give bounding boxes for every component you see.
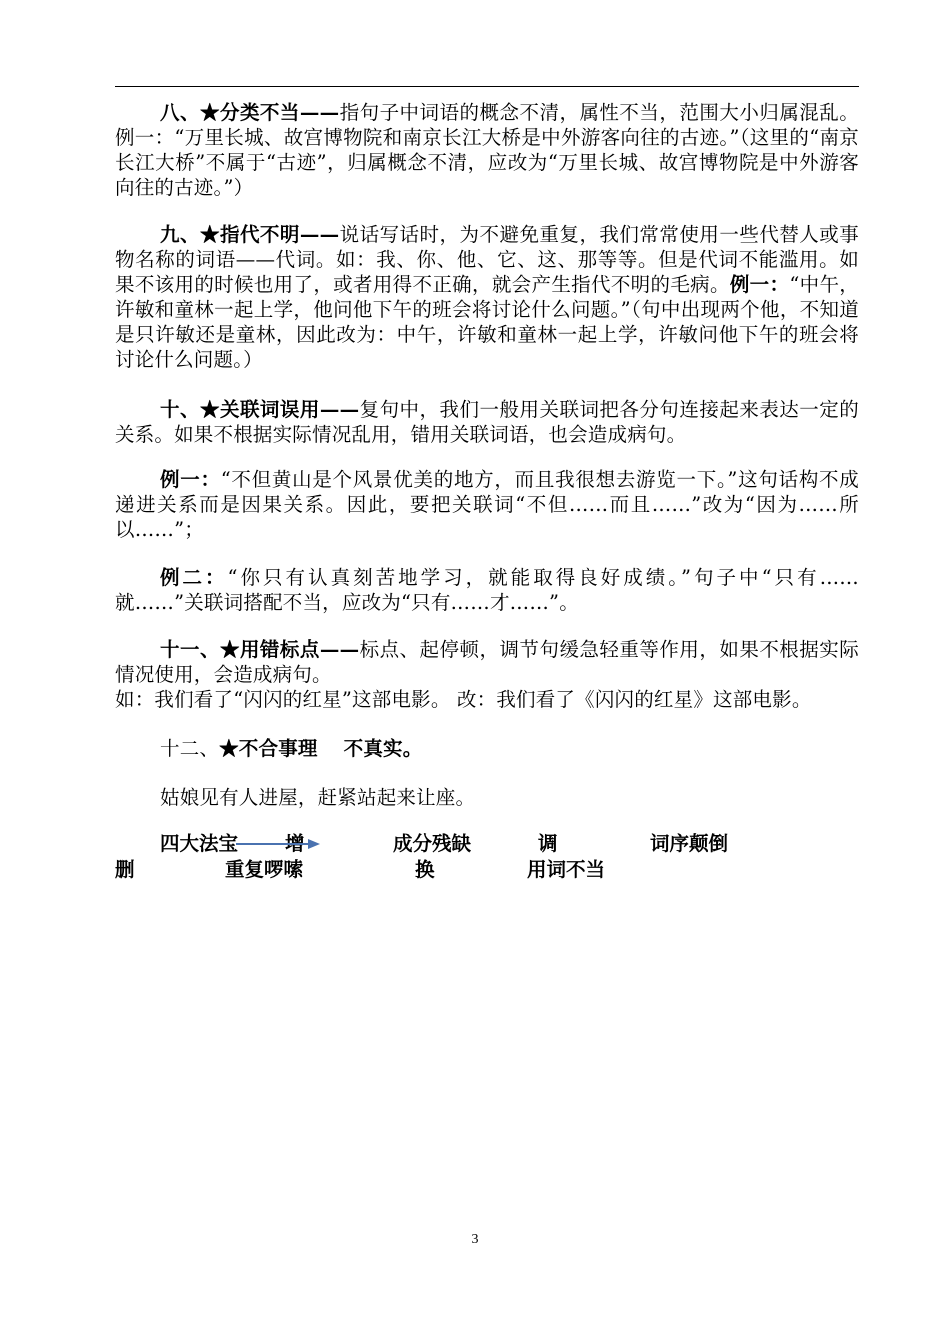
summary-missing: 成分残缺	[393, 832, 472, 855]
summary-order: 词序颠倒	[650, 832, 729, 855]
section-10-example-1-label: 例一：	[160, 468, 221, 491]
section-10-example-2	[115, 565, 859, 615]
section-10-example-2-body: “你只有认真刻苦地学习，就能取得良好成绩。”句子中“只有……就……”关联词搭配不当，应改为“只有……才……”。	[115, 566, 859, 614]
section-12-heading-a: ★不合事理	[219, 737, 318, 760]
summary-delete: 删	[115, 858, 135, 881]
section-10-body: 复句中，我们一般用关联词把各分句连接起来表达一定的关系。如果不根据实际情况乱用，错用关联词语，也会造成病句。	[115, 398, 859, 446]
section-9-example-body: “中午，许敏和童林一起上学，他问他下午的班会将讨论什么问题。”（句中出现两个他，不知道是只许敏还是童林，因此改为：中午，许敏和童林一起上学，许敏问他下午的班会将讨论什么问题。）	[115, 273, 859, 371]
section-11-heading: 十一、★用错标点——	[160, 638, 360, 661]
section-9-heading: 九、★指代不明——	[160, 223, 340, 246]
section-11-body: 标点、起停顿，调节句缓急轻重等作用，如果不根据实际情况使用，会造成病句。	[115, 638, 859, 686]
section-10	[115, 397, 859, 447]
section-11-example: 如：我们看了“闪闪的红星”这部电影。 改：我们看了《闪闪的红星》这部电影。	[115, 688, 812, 711]
summary-misuse: 用词不当	[527, 858, 606, 881]
summary-title: 四大法宝	[160, 832, 239, 855]
summary-swap: 换	[415, 858, 435, 881]
section-11	[115, 637, 859, 687]
summary-repeat: 重复啰嗦	[225, 858, 304, 881]
section-9-example-label: 例一：	[729, 273, 790, 296]
page-number: 3	[471, 1232, 479, 1247]
section-10-example-2-label: 例二：	[160, 566, 228, 589]
section-12-heading-b: 不真实。	[343, 737, 423, 760]
section-9	[115, 222, 859, 372]
summary-adjust: 调	[538, 832, 558, 855]
section-12	[115, 736, 859, 761]
section-8	[115, 100, 859, 200]
summary-add: 增	[285, 832, 305, 855]
section-8-heading: 八、★分类不当——	[160, 101, 340, 124]
right-arrow-icon	[236, 837, 320, 851]
section-10-example-1-body: “不但黄山是个风景优美的地方，而且我很想去游览一下。”这句话构不成递进关系而是因果关系。因此，要把关联词“不但……而且……”改为“因为……所以……”；	[115, 468, 859, 541]
section-10-example-1	[115, 467, 859, 542]
section-12-example: 姑娘见有人进屋，赶紧站起来让座。	[160, 786, 476, 809]
header-rule	[115, 86, 859, 87]
section-8-body: 指句子中词语的概念不清，属性不当，范围大小归属混乱。例一：“万里长城、故宫博物院和南京长江大桥是中外游客向往的古迹。”（这里的“南京长江大桥”不属于“古迹”，归属概念不清，应改为“万里长城、故宫博物院是中外游客向往的古迹。”）	[115, 101, 859, 199]
section-12-number: 十二、	[160, 737, 220, 760]
section-10-heading: 十、★关联词误用——	[160, 398, 360, 421]
section-9-body: 说话写话时，为不避免重复，我们常常使用一些代替人或事物名称的词语——代词。如：我、你、他、它、这、那等等。但是代词不能滥用。如果不该用的时候也用了，或者用得不正确，就会产生指代不明的毛病。	[115, 223, 859, 296]
